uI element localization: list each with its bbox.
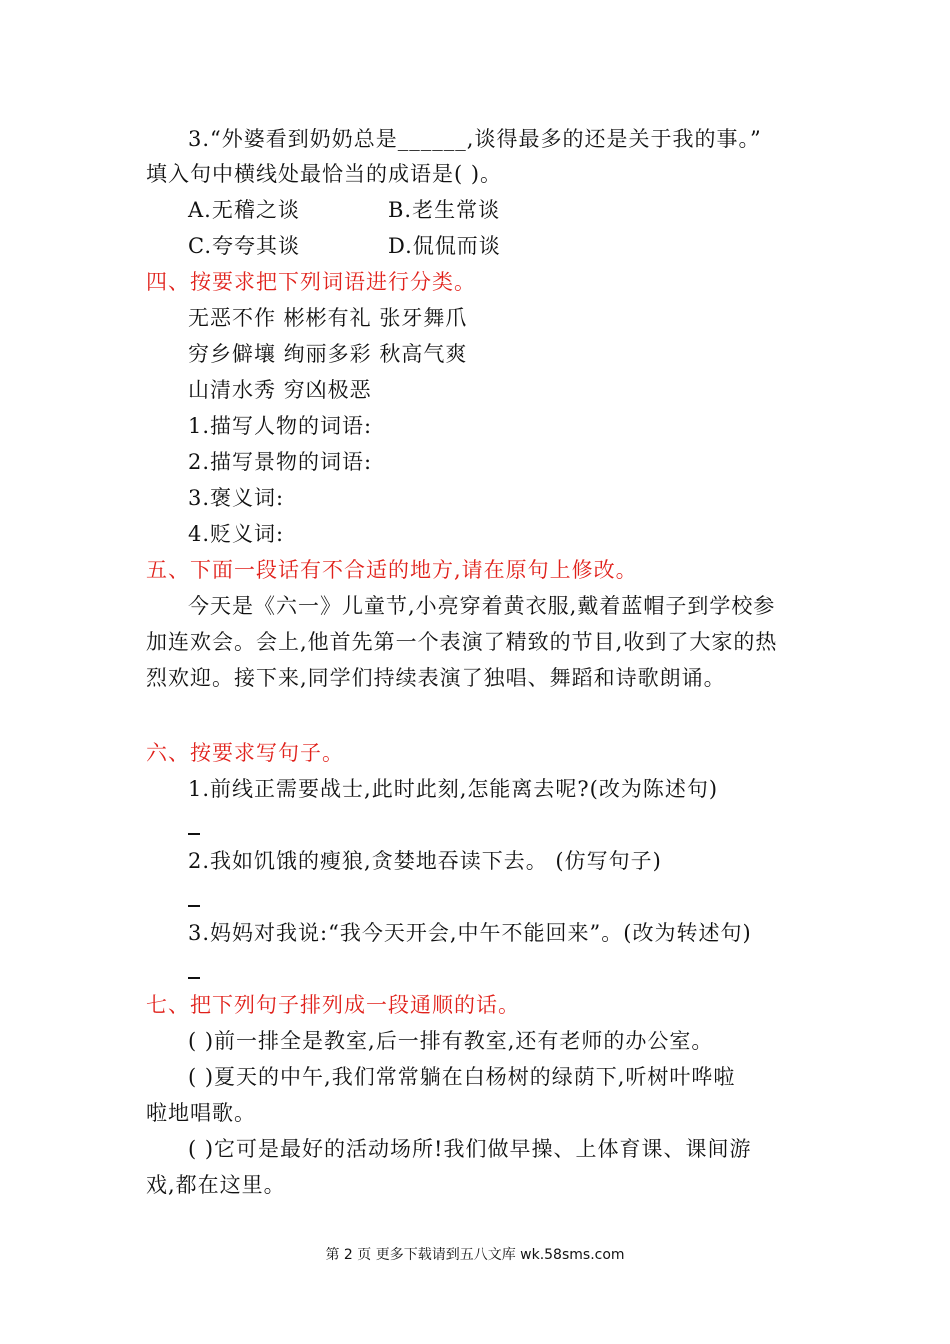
section5-paragraph-line1: 今天是《六一》儿童节,小亮穿着黄衣服,戴着蓝帽子到学校参 [188, 594, 776, 618]
section4-item-people: 1.描写人物的词语: [188, 414, 373, 438]
section4-item-derogatory: 4.贬义词: [188, 522, 285, 546]
section4-heading: 四、按要求把下列词语进行分类。 [146, 270, 476, 294]
section7-item2-line1: ( )夏天的中午,我们常常躺在白杨树的绿荫下,听树叶哗啦 [188, 1065, 736, 1089]
section4-words-row3: 山清水秀 穷凶极恶 [188, 378, 372, 402]
section4-item-scenery: 2.描写景物的词语: [188, 450, 373, 474]
answer-line[interactable] [188, 833, 200, 835]
section5-paragraph-line2: 加连欢会。会上,他首先第一个表演了精致的节目,收到了大家的热 [146, 630, 778, 654]
q3-options-row2 [188, 231, 501, 261]
section6-heading: 六、按要求写句子。 [146, 741, 344, 765]
page-footer: 第 2 页 更多下载请到五八文库 wk.58sms.com [325, 1247, 625, 1263]
section7-item1: ( )前一排全是教室,后一排有教室,还有老师的办公室。 [188, 1029, 714, 1053]
section4-item-commendatory: 3.褒义词: [188, 486, 285, 510]
answer-line[interactable] [188, 905, 200, 907]
section4-words-row2: 穷乡僻壤 绚丽多彩 秋高气爽 [188, 342, 468, 366]
section7-item3-line2: 戏,都在这里。 [146, 1173, 286, 1197]
option-b: B.老生常谈 [388, 198, 501, 222]
option-a: A.无稽之谈 [188, 198, 300, 222]
section5-paragraph-line3: 烈欢迎。接下来,同学们持续表演了独唱、舞蹈和诗歌朗诵。 [146, 666, 726, 690]
q3-stem-line2: 填入句中横线处最恰当的成语是( )。 [146, 162, 503, 186]
section7-item2-line2: 啦地唱歌。 [146, 1101, 256, 1125]
section6-item3: 3.妈妈对我说:“我今天开会,中午不能回来”。(改为转述句) [188, 921, 752, 945]
answer-line[interactable] [188, 977, 200, 979]
section6-item1: 1.前线正需要战士,此时此刻,怎能离去呢?(改为陈述句) [188, 777, 719, 801]
section7-item3-line1: ( )它可是最好的活动场所!我们做早操、上体育课、课间游 [188, 1137, 752, 1161]
option-d: D.侃侃而谈 [388, 234, 501, 258]
q3-options-row1 [188, 195, 500, 225]
section6-item2: 2.我如饥饿的瘦狼,贪婪地吞读下去。 (仿写句子) [188, 849, 662, 873]
section4-words-row1: 无恶不作 彬彬有礼 张牙舞爪 [188, 306, 468, 330]
section5-heading: 五、下面一段话有不合适的地方,请在原句上修改。 [146, 558, 638, 582]
q3-stem-line1: 3.“外婆看到奶奶总是______,谈得最多的还是关于我的事。” [188, 127, 762, 151]
option-c: C.夸夸其谈 [188, 234, 300, 258]
section7-heading: 七、把下列句子排列成一段通顺的话。 [146, 993, 520, 1017]
